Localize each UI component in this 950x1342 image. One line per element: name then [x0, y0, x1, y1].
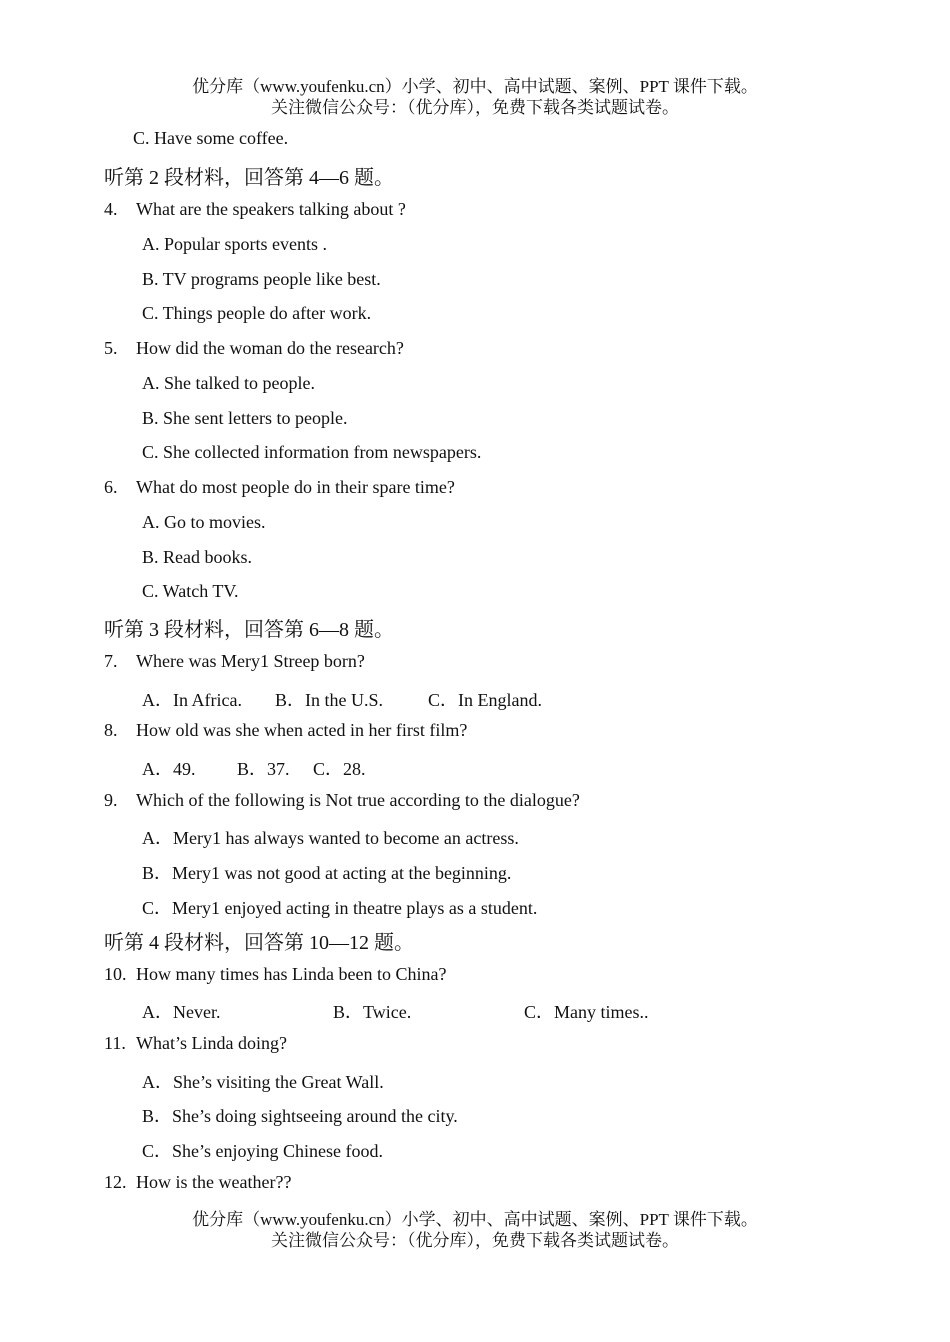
- option-b: B．In the U.S.: [275, 690, 383, 710]
- option-a: A. Go to movies.: [142, 512, 266, 532]
- option-a: A．In Africa.: [142, 690, 242, 710]
- option-c: C．Mery1 enjoyed acting in theatre plays as a student.: [142, 898, 538, 918]
- page-header-line-2: 关注微信公众号：（优分库），免费下载各类试题试卷。: [271, 98, 679, 117]
- option-a: A．She’s visiting the Great Wall.: [142, 1072, 384, 1092]
- option-b: B．37.: [237, 759, 290, 779]
- question-text: What’s Linda doing?: [136, 1033, 287, 1053]
- option-c: C．In England.: [428, 690, 542, 710]
- question-text: Where was Mery1 Streep born?: [136, 651, 365, 671]
- question-number: 12.: [104, 1172, 127, 1192]
- option-a: A．Mery1 has always wanted to become an actress.: [142, 828, 519, 848]
- option-a: A. Popular sports events .: [142, 234, 327, 254]
- question-number: 10.: [104, 964, 127, 984]
- option-b: B. She sent letters to people.: [142, 408, 348, 428]
- section-heading-4: 听第 4 段材料，回答第 10—12 题。: [104, 932, 414, 954]
- option-c: C. Watch TV.: [142, 581, 239, 601]
- option-b: B．She’s doing sightseeing around the city.: [142, 1106, 458, 1126]
- option-a: A. She talked to people.: [142, 373, 315, 393]
- question-number: 9.: [104, 790, 118, 810]
- question-number: 5.: [104, 338, 118, 358]
- option-b: B．Twice.: [333, 1002, 412, 1022]
- question-number: 6.: [104, 477, 118, 497]
- option-b: B. Read books.: [142, 547, 252, 567]
- option-c: C. She collected information from newspapers.: [142, 442, 482, 462]
- question-number: 8.: [104, 720, 118, 740]
- question-text: Which of the following is Not true according to the dialogue?: [136, 790, 580, 810]
- option-c: C．She’s enjoying Chinese food.: [142, 1141, 383, 1161]
- page-header-line-1: 优分库（www.youfenku.cn）小学、初中、高中试题、案例、PPT 课件下载。: [192, 77, 758, 96]
- question-number: 11.: [104, 1033, 126, 1053]
- question-text: What do most people do in their spare time?: [136, 477, 455, 497]
- section-heading-2: 听第 2 段材料，回答第 4—6 题。: [104, 167, 394, 189]
- carryover-option: C. Have some coffee.: [133, 128, 289, 148]
- option-c: C．Many times..: [524, 1002, 649, 1022]
- option-a: A．Never.: [142, 1002, 221, 1022]
- option-c: C. Things people do after work.: [142, 303, 372, 323]
- question-number: 7.: [104, 651, 118, 671]
- option-b: B. TV programs people like best.: [142, 269, 381, 289]
- page-footer-line-2: 关注微信公众号：（优分库），免费下载各类试题试卷。: [271, 1231, 679, 1250]
- question-text: How did the woman do the research?: [136, 338, 404, 358]
- option-a: A．49.: [142, 759, 196, 779]
- page-footer-line-1: 优分库（www.youfenku.cn）小学、初中、高中试题、案例、PPT 课件下载。: [192, 1210, 758, 1229]
- question-text: How is the weather??: [136, 1172, 292, 1192]
- section-heading-3: 听第 3 段材料，回答第 6—8 题。: [104, 619, 394, 641]
- option-b: B．Mery1 was not good at acting at the beginning.: [142, 863, 512, 883]
- question-text: How many times has Linda been to China?: [136, 964, 447, 984]
- question-text: How old was she when acted in her first film?: [136, 720, 468, 740]
- question-number: 4.: [104, 199, 118, 219]
- question-text: What are the speakers talking about ?: [136, 199, 406, 219]
- option-c: C．28.: [313, 759, 366, 779]
